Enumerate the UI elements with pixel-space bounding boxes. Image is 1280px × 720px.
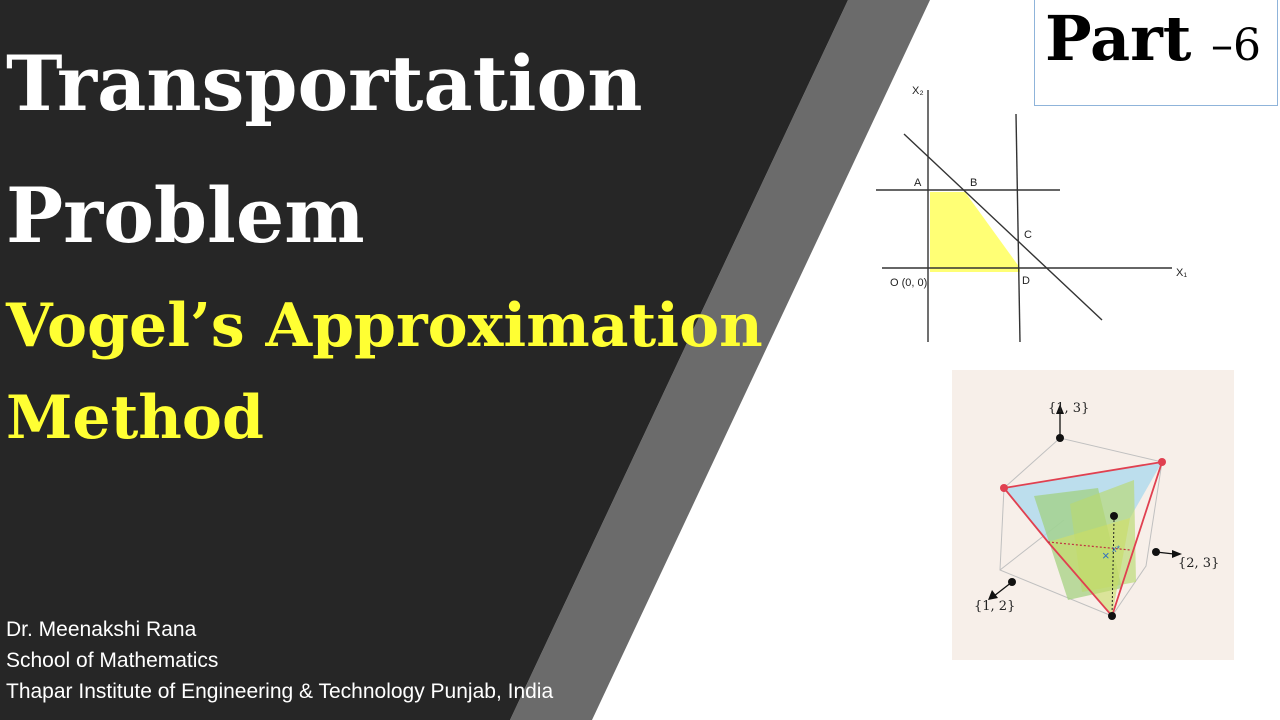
- part-label: Part: [1045, 2, 1192, 75]
- author-institute: Thapar Institute of Engineering & Technology Punjab, India: [6, 680, 554, 703]
- title-line-2: Problem: [6, 171, 365, 260]
- point-a-label: A: [914, 177, 922, 189]
- part-number: –6: [1211, 20, 1261, 71]
- label-23: {2, 3}: [1178, 556, 1220, 571]
- vertex-left: [1008, 578, 1016, 586]
- x1-axis-label: X₁: [1176, 267, 1188, 279]
- title-line-1: Transportation: [6, 39, 643, 128]
- vertex-red-left: [1000, 484, 1008, 492]
- origin-label: O (0, 0): [890, 277, 928, 289]
- vertical-line-right: [1016, 114, 1020, 342]
- point-c-label: C: [1024, 229, 1032, 241]
- vertex-right: [1152, 548, 1160, 556]
- subtitle-line-2: Method: [6, 383, 264, 453]
- x2-axis-label: X₂: [912, 85, 924, 97]
- point-d-label: D: [1022, 275, 1030, 287]
- label-13: {1, 3}: [1048, 401, 1090, 416]
- lp-feasible-region-graph: [860, 80, 1200, 350]
- polytope-figure: [952, 370, 1234, 660]
- point-b-label: B: [970, 177, 978, 189]
- author-department: School of Mathematics: [6, 649, 219, 672]
- author-block: [6, 614, 628, 707]
- x-star-marker-icon: ×: [1102, 548, 1110, 563]
- vertex-bottom: [1108, 612, 1116, 620]
- label-12: {1, 2}: [974, 599, 1016, 614]
- label-x-star: x*: [1112, 544, 1121, 554]
- subtitle-line-1: Vogel’s Approximation: [6, 291, 763, 361]
- vertex-red-right: [1158, 458, 1166, 466]
- vertex-center: [1110, 512, 1118, 520]
- vertex-top: [1056, 434, 1064, 442]
- author-name: Dr. Meenakshi Rana: [6, 618, 197, 641]
- feasible-region: [930, 192, 1020, 272]
